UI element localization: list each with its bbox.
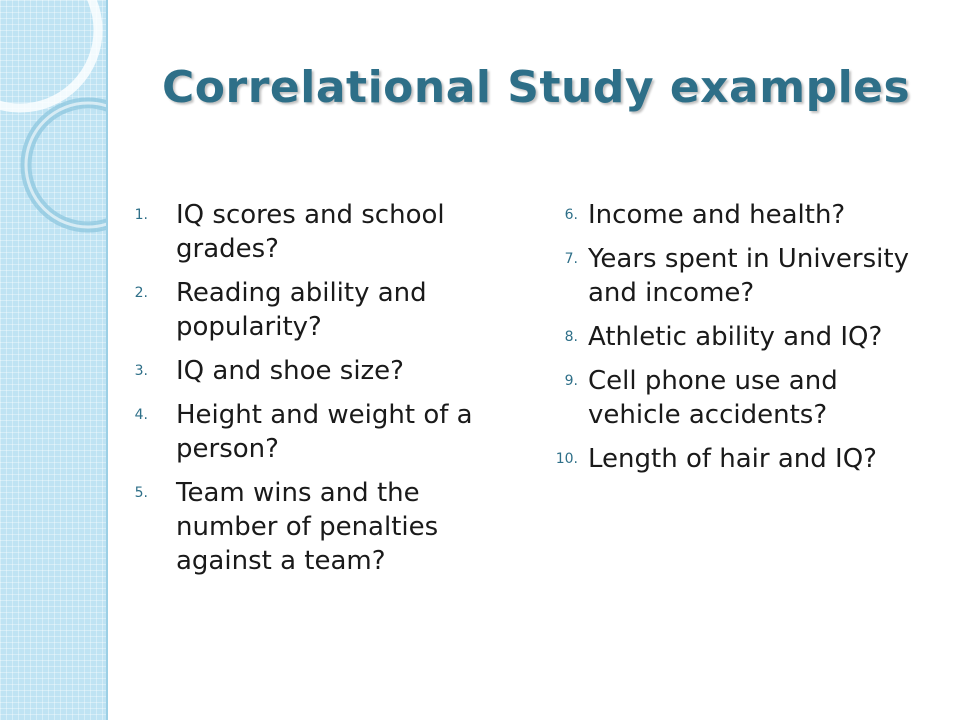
list-item: [120, 476, 500, 578]
item-text: IQ scores and school grades?: [176, 200, 445, 264]
item-number: 3.: [134, 363, 148, 379]
item-number: 7.: [564, 251, 578, 267]
item-text: Athletic ability and IQ?: [588, 322, 883, 352]
item-text: Length of hair and IQ?: [588, 444, 877, 474]
list-item: [532, 320, 932, 354]
circle-decoration-icon: [0, 0, 106, 720]
list-item: [532, 242, 932, 310]
list-item: [120, 276, 500, 344]
decorative-sidebar: [0, 0, 108, 720]
item-text: Years spent in University and income?: [588, 244, 909, 308]
item-number: 1.: [134, 207, 148, 223]
item-number: 6.: [564, 207, 578, 223]
item-number: 10.: [555, 451, 578, 467]
list-item: [120, 398, 500, 466]
left-list: [120, 198, 500, 588]
item-number: 8.: [564, 329, 578, 345]
slide-title: Correlational Study examples: [162, 62, 911, 113]
item-text: Reading ability and popularity?: [176, 278, 427, 342]
item-text: Height and weight of a person?: [176, 400, 473, 464]
item-text: Team wins and the number of penalties against a team?: [176, 478, 439, 576]
list-item: [120, 354, 500, 388]
list-item: [532, 442, 932, 476]
item-text: Cell phone use and vehicle accidents?: [588, 366, 838, 430]
item-number: 2.: [134, 285, 148, 301]
item-number: 4.: [134, 407, 148, 423]
list-item: [532, 198, 932, 232]
item-number: 9.: [564, 373, 578, 389]
list-item: [532, 364, 932, 432]
item-number: 5.: [134, 485, 148, 501]
list-item: [120, 198, 500, 266]
item-text: IQ and shoe size?: [176, 356, 404, 386]
right-list: [532, 198, 932, 486]
item-text: Income and health?: [588, 200, 846, 230]
